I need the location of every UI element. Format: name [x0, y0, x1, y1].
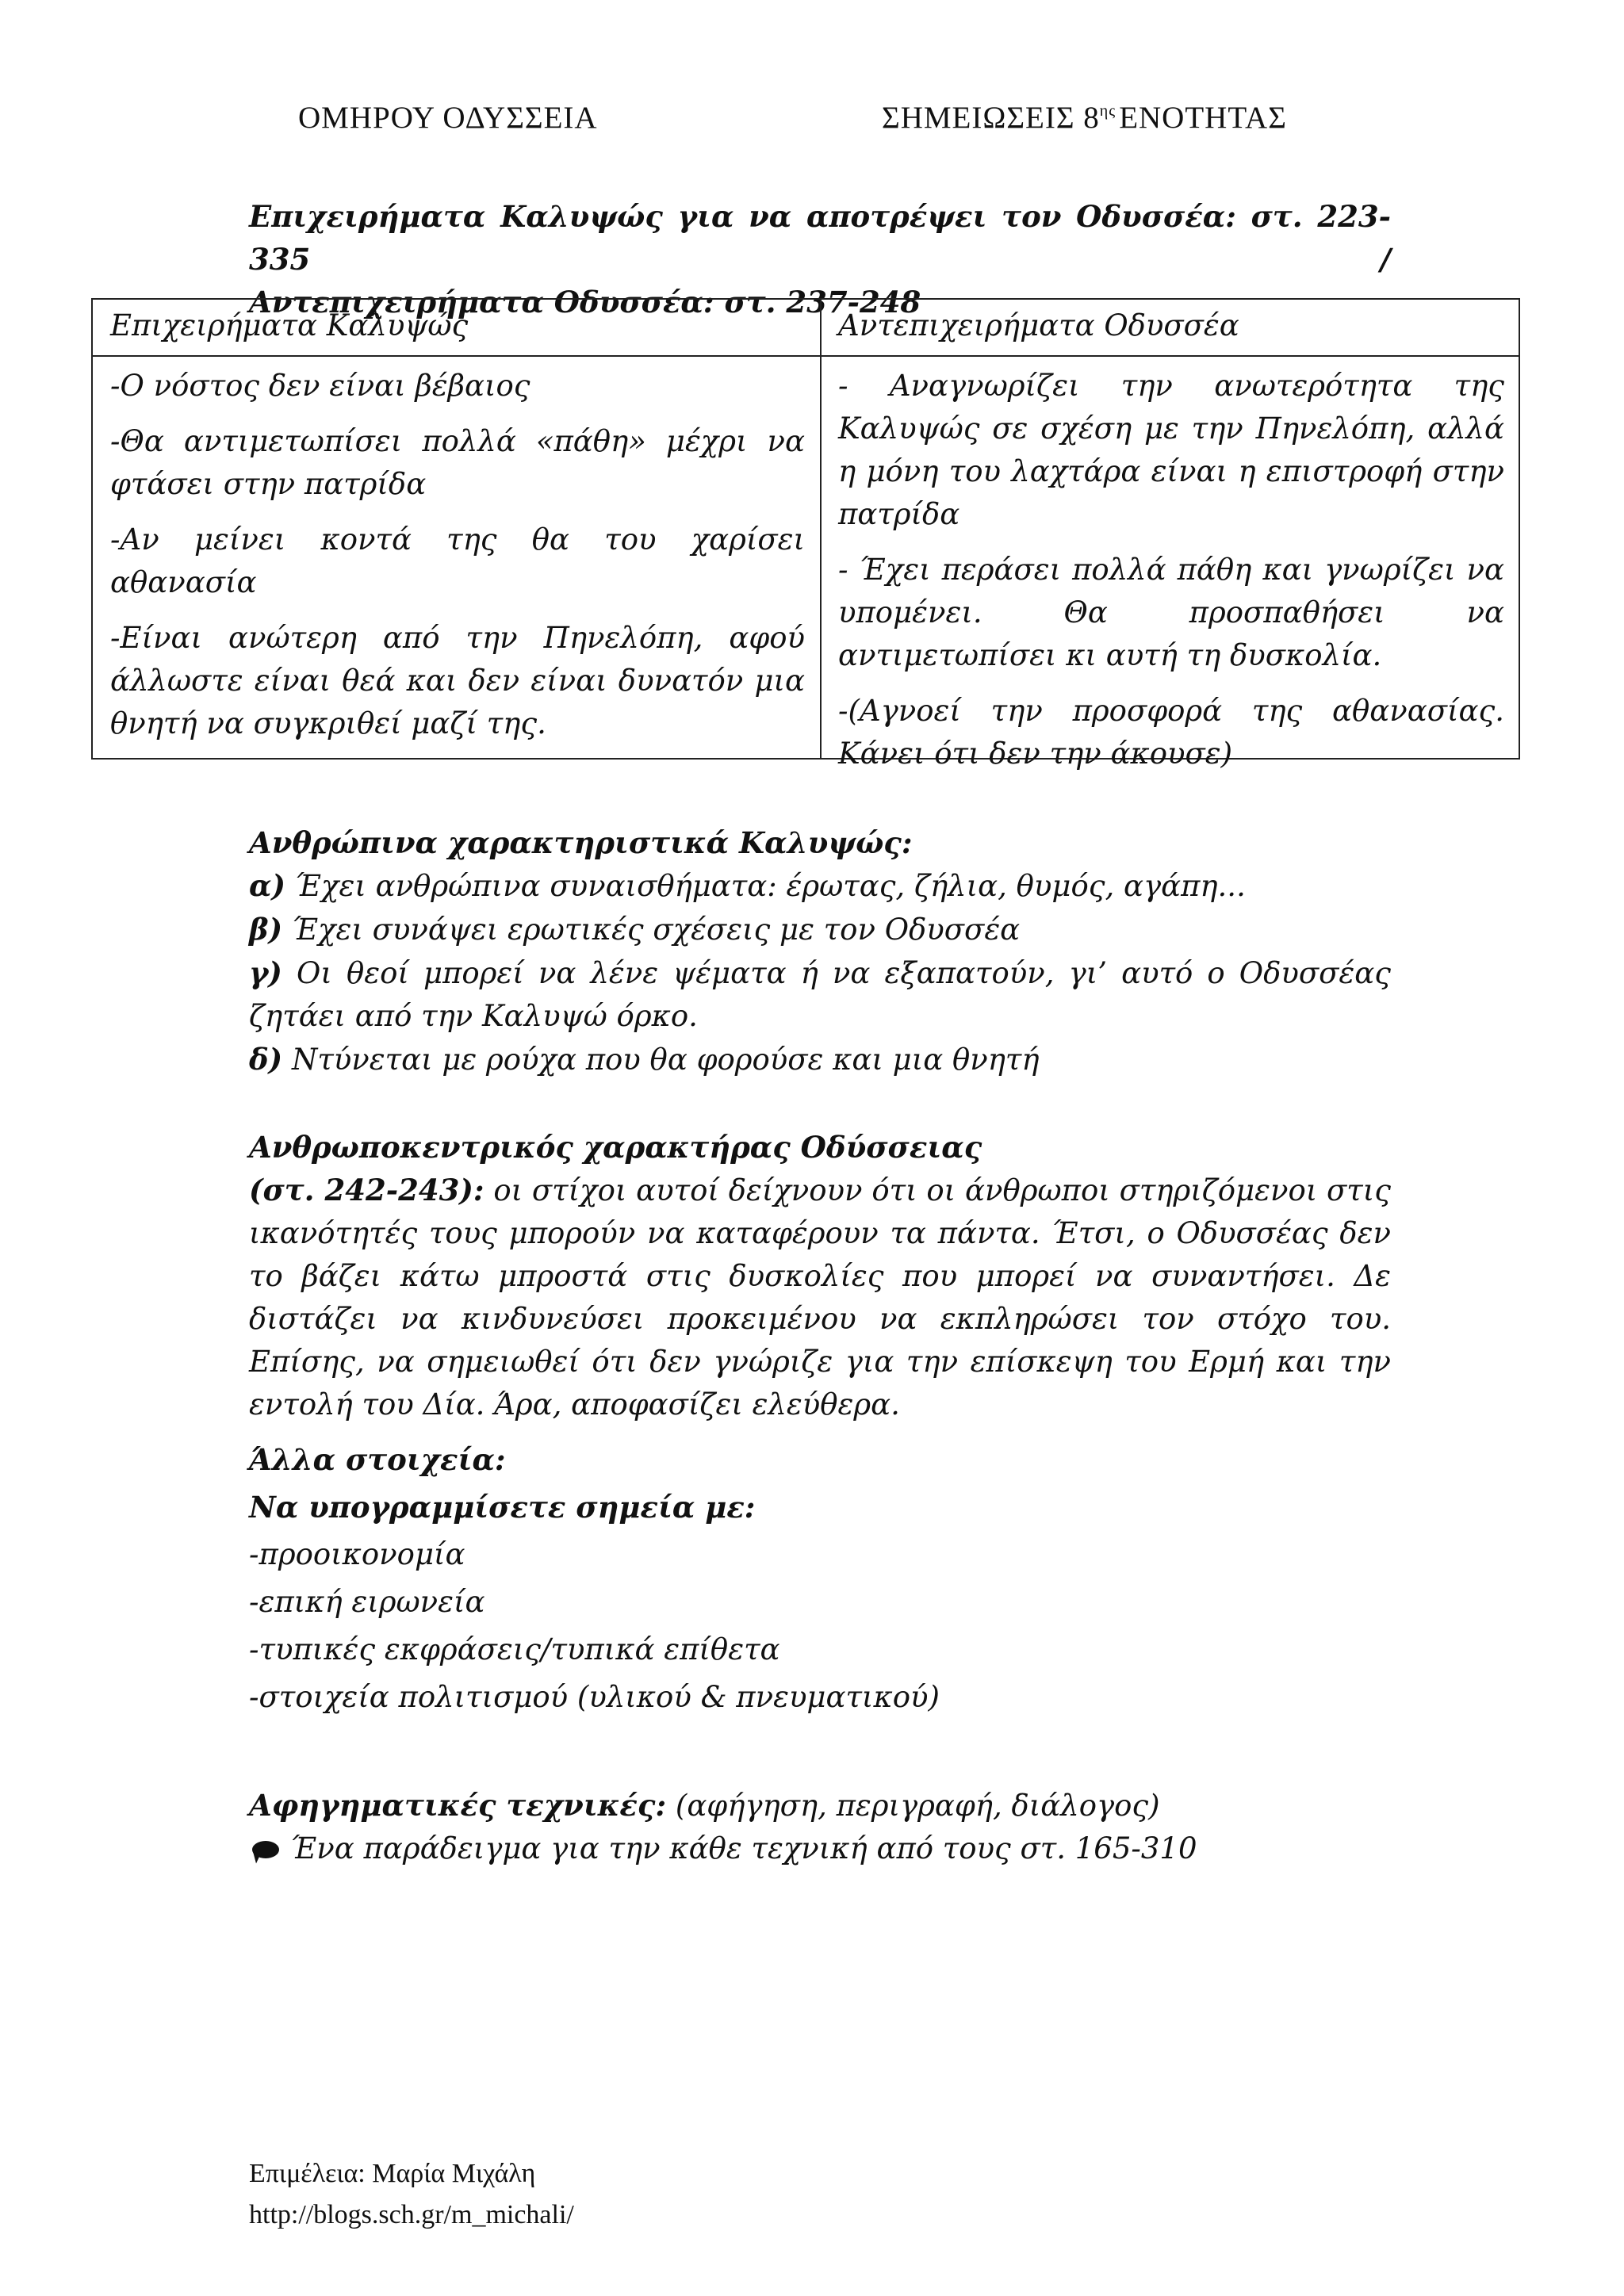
other-elements-heading: Άλλα στοιχεία: — [249, 1442, 506, 1477]
underline-instruction: Να υπογραμμίσετε σημεία με: — [249, 1490, 756, 1525]
narrative-techniques-section — [249, 1784, 1391, 1870]
list-item — [249, 908, 1391, 951]
table-cell: - Αναγνωρίζει την ανωτερότητα της Καλυψώς σε σχέση με την Πηνελόπη, αλλά η μόνη του λαχτάρα είναι η επιστροφή στην πατρίδα — [838, 369, 1504, 531]
other-elements-section — [249, 1438, 1391, 1719]
title-line-1: Επιχειρήματα Καλυψώς για να αποτρέψει τον Οδυσσέα: στ. 223-335 / — [249, 199, 1391, 277]
footer-url: http://blogs.sch.gr/m_michali/ — [249, 2200, 574, 2229]
footer — [249, 2153, 574, 2236]
table-cell: -(Αγνοεί την προσφορά της αθανασίας. Κάνει ότι δεν την άκουσε) — [838, 694, 1504, 771]
verse-reference: (στ. 242-243): — [249, 1173, 485, 1207]
list-item-label: γ) — [249, 955, 282, 990]
list-item: -προοικονομία — [249, 1537, 465, 1571]
list-item-text: Έχει ανθρώπινα συναισθήματα: έρωτας, ζήλια, θυμός, αγάπη... — [285, 869, 1246, 903]
technique-note — [249, 1827, 1391, 1870]
list-item-text: Οι θεοί μπορεί να λένε ψέματα ή να εξαπατούν, γι’ αυτό ο Οδυσσέας ζητάει από την Καλυψώ όρκο. — [249, 956, 1391, 1033]
header-right-prefix: ΣΗΜΕΙΩΣΕΙΣ 8 — [882, 101, 1100, 135]
table-column-odysseus — [838, 365, 1504, 788]
list-item-text: Έχει συνάψει ερωτικές σχέσεις με τον Οδυσσέα — [282, 913, 1021, 947]
table-cell: -Ο νόστος δεν είναι βέβαιος — [110, 369, 530, 403]
table-cell: -Θα αντιμετωπίσει πολλά «πάθη» μέχρι να φτάσει στην πατρίδα — [110, 424, 805, 501]
table-header-odysseus: Αντεπιχειρήματα Οδυσσέα — [838, 308, 1239, 342]
table-column-calypso — [110, 365, 805, 758]
list-item — [249, 864, 1391, 908]
human-traits-heading: Ανθρώπινα χαρακτηριστικά Καλυψώς: — [249, 825, 913, 860]
narrative-techniques-line — [249, 1784, 1391, 1827]
speech-bubble-icon — [249, 1841, 281, 1860]
human-traits-section — [249, 821, 1391, 1081]
narrative-techniques-list: (αφήγηση, περιγραφή, διάλογος) — [666, 1789, 1160, 1823]
list-item — [249, 1038, 1391, 1081]
header-right — [882, 100, 1287, 136]
table-cell: -Είναι ανώτερη από την Πηνελόπη, αφού άλλωστε είναι θεά και δεν είναι δυνατόν μια θνητή να συγκριθεί μαζί της. — [110, 621, 805, 740]
table-cell: -Αν μείνει κοντά της θα του χαρίσει αθανασία — [110, 522, 805, 599]
anthropocentric-paragraph — [249, 1169, 1391, 1426]
list-item: -επική ειρωνεία — [249, 1585, 485, 1619]
header-right-sup: ης — [1099, 102, 1116, 120]
list-item: -στοιχεία πολιτισμού (υλικού & πνευματικού) — [249, 1680, 940, 1714]
anthropocentric-heading: Ανθρωποκεντρικός χαρακτήρας Οδύσσειας — [249, 1130, 982, 1165]
list-item — [249, 951, 1391, 1038]
footer-credit: Επιμέλεια: Μαρία Μιχάλη — [249, 2159, 536, 2188]
narrative-techniques-heading: Αφηγηματικές τεχνικές: — [249, 1788, 667, 1823]
list-item-text: Ντύνεται με ρούχα που θα φορούσε και μια θνητή — [282, 1043, 1040, 1077]
list-item: -τυπικές εκφράσεις/τυπικά επίθετα — [249, 1632, 780, 1667]
table-column-divider — [820, 300, 822, 758]
title-line-2: Αντεπιχειρήματα Οδυσσέα: στ. 237-248 — [249, 285, 921, 320]
header-left: ΟΜΗΡΟΥ ΟΔΥΣΣΕΙΑ — [298, 101, 598, 135]
anthropocentric-text: οι στίχοι αυτοί δείχνουν ότι οι άνθρωποι στηριζόμενοι στις ικανότητές τους μπορούν να καταφέρουν τα πάντα. Έτσι, ο Οδυσσέας δεν το βάζει κάτω μπροστά στις δυσκολίες που μπορεί να συναντήσει. Δε διστάζει να κινδυνεύσει προκειμένου να εκπληρώσει τον στόχο του. Επίσης, να σημειωθεί ότι δεν γνώριζε για την επίσκεψη του Ερμή και την εντολή του Δία. Άρα, αποφασίζει ελεύθερα. — [249, 1173, 1392, 1422]
anthropocentric-section — [249, 1126, 1391, 1426]
list-item-label: α) — [249, 868, 285, 903]
header-right-suffix: ΕΝΟΤΗΤΑΣ — [1119, 101, 1287, 135]
list-item-label: β) — [249, 912, 283, 947]
technique-note-text: Ένα παράδειγμα για την κάθε τεχνική από τους στ. 165-310 — [290, 1831, 1197, 1866]
list-item-label: δ) — [249, 1042, 283, 1077]
arguments-table — [91, 298, 1520, 771]
table-cell: - Έχει περάσει πολλά πάθη και γνωρίζει να υπομένει. Θα προσπαθήσει να αντιμετωπίσει κι αυτή τη δυσκολία. — [838, 553, 1504, 672]
table-header-divider — [93, 355, 1519, 357]
table-header-calypso: Επιχειρήματα Καλυψώς — [110, 308, 469, 342]
